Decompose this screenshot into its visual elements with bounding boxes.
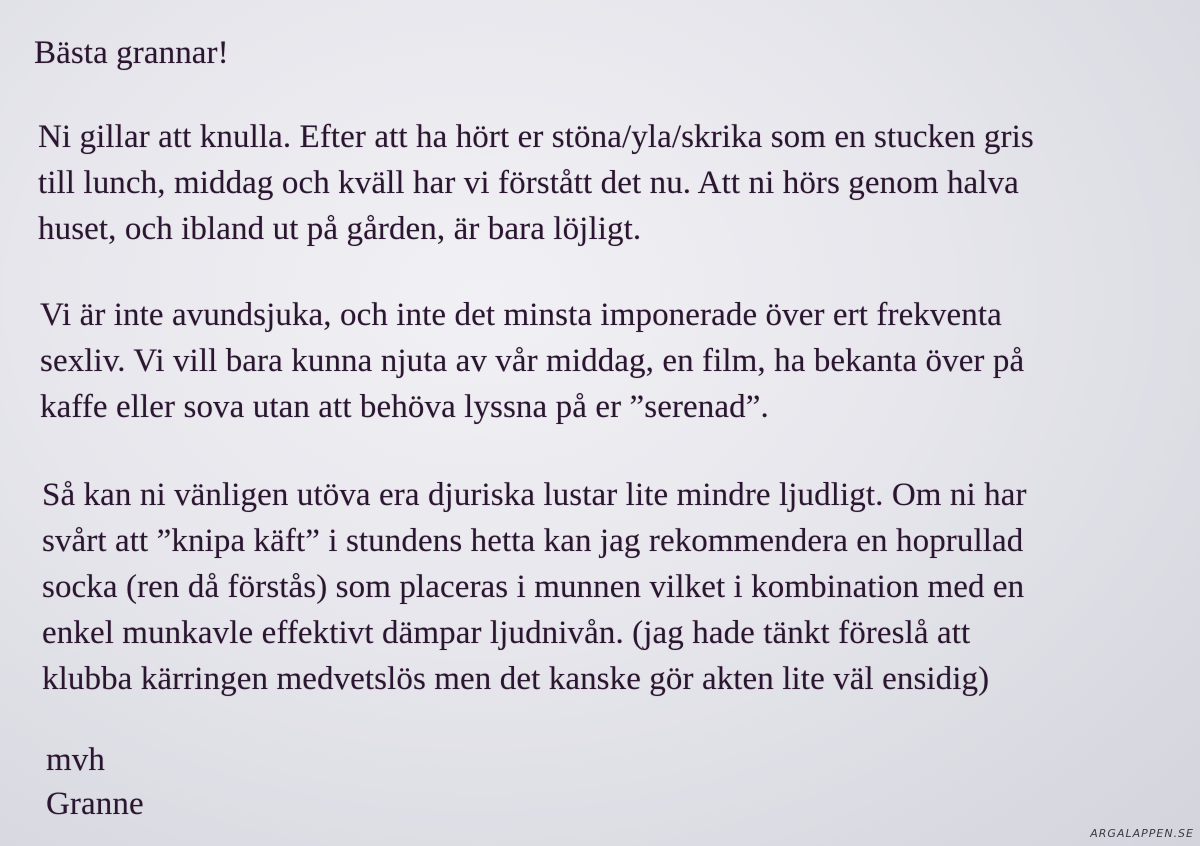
letter-greeting: Bästa grannar! <box>34 35 229 71</box>
letter-signature: Granne <box>46 786 144 822</box>
letter-paragraph-3 <box>42 472 1027 702</box>
paragraph-line: enkel munkavle effektivt dämpar ljudnivån. (jag hade tänkt föreslå att <box>42 615 971 651</box>
paragraph-line: sexliv. Vi vill bara kunna njuta av vår middag, en film, ha bekanta över på <box>40 343 1025 379</box>
paragraph-line: Ni gillar att knulla. Efter att ha hört er stöna/yla/skrika som en stucken gris <box>38 119 1034 155</box>
paragraph-line: huset, och ibland ut på gården, är bara löjligt. <box>38 211 642 247</box>
paragraph-line: socka (ren då förstås) som placeras i munnen vilket i kombination med en <box>42 569 1025 605</box>
watermark: ARGALAPPEN.SE <box>1090 827 1194 840</box>
paragraph-line: klubba kärringen medvetslös men det kanske gör akten lite väl ensidig) <box>42 661 990 697</box>
paragraph-line: Så kan ni vänligen utöva era djuriska lustar lite mindre ljudligt. Om ni har <box>42 477 1027 513</box>
paragraph-line: kaffe eller sova utan att behöva lyssna på er ”serenad”. <box>40 389 769 425</box>
letter-paragraph-1 <box>38 114 1034 252</box>
paragraph-line: Vi är inte avundsjuka, och inte det minsta imponerade över ert frekventa <box>40 297 1002 333</box>
paragraph-line: svårt att ”knipa käft” i stundens hetta kan jag rekommendera en hoprullad <box>42 523 1024 559</box>
paragraph-line: till lunch, middag och kväll har vi förstått det nu. Att ni hörs genom halva <box>38 165 1019 201</box>
letter-paragraph-2 <box>40 292 1024 430</box>
letter-signature-block <box>46 738 144 826</box>
letter-closing: mvh <box>46 742 105 778</box>
